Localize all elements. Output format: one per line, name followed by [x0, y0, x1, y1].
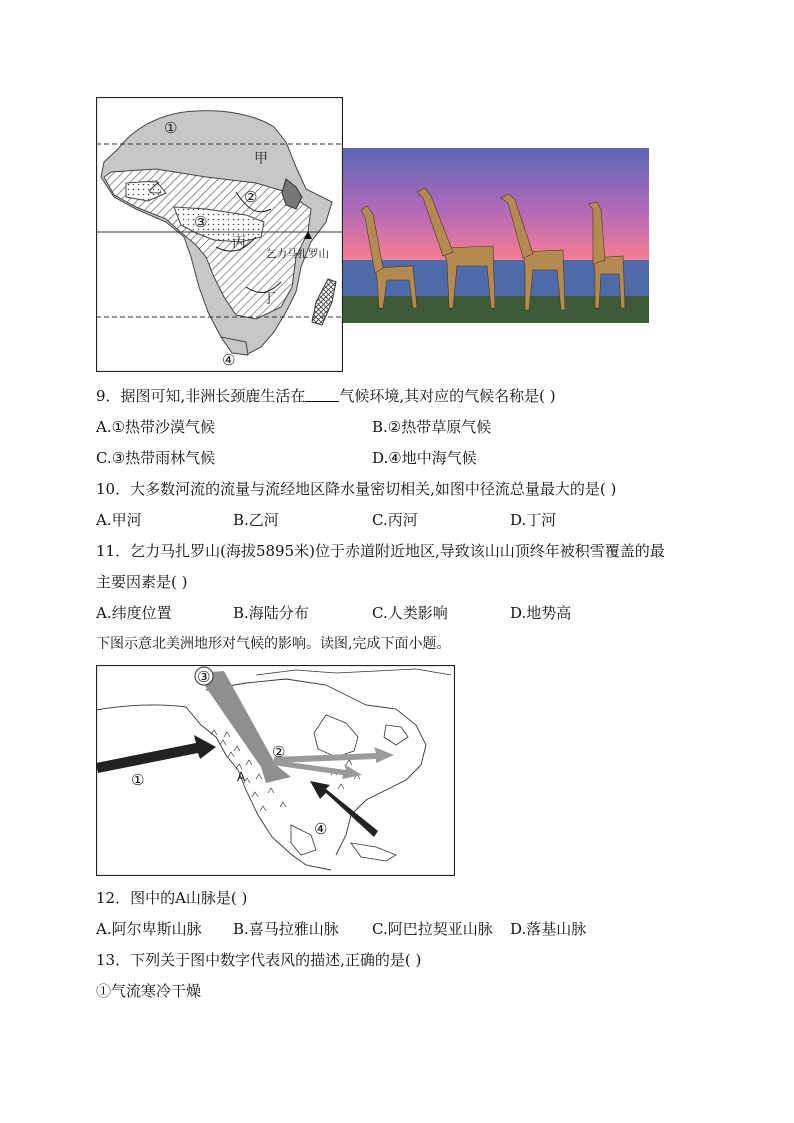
map-label-circle1: ①	[164, 119, 178, 137]
q12-option-a[interactable]: A.阿尔卑斯山脉	[96, 920, 202, 938]
map-label-jia: 甲	[254, 151, 268, 167]
q10-option-d[interactable]: D.丁河	[510, 511, 557, 529]
question-11-stem-line2: 主要因素是( )	[96, 573, 188, 591]
q9-stem-after: 气候环境,其对应的气候名称是( )	[339, 387, 556, 405]
q9-answer-blank	[305, 387, 339, 402]
q11-option-a[interactable]: A.纬度位置	[96, 604, 172, 622]
north-america-wind-map	[96, 665, 455, 876]
q10-option-a[interactable]: A.甲河	[96, 511, 142, 529]
map-label-bing: 丙	[232, 235, 246, 251]
q12-option-b[interactable]: B.喜马拉雅山脉	[233, 920, 339, 938]
giraffe-photo	[343, 148, 649, 323]
fig2-label-circle1: ①	[131, 771, 145, 789]
map-label-ding: 丁	[262, 291, 276, 307]
q11-option-b[interactable]: B.海陆分布	[233, 604, 309, 622]
question-11-stem-line1: 11．乞力马扎罗山(海拔5895米)位于赤道附近地区,导致该山山顶终年被积雪覆盖的最	[96, 542, 665, 560]
africa-climate-map	[96, 97, 343, 372]
q12-option-d[interactable]: D.落基山脉	[510, 920, 587, 938]
q13-item-1: ①气流寒冷干燥	[96, 982, 202, 1000]
q9-option-d[interactable]: D.④地中海气候	[372, 449, 477, 467]
question-12-stem: 12．图中的A山脉是( )	[96, 889, 248, 907]
question-9-stem	[96, 386, 556, 406]
q10-option-b[interactable]: B.乙河	[233, 511, 279, 529]
q9-stem-before: 9．据图可知,非洲长颈鹿生活在	[96, 387, 306, 405]
q9-option-a[interactable]: A.①热带沙漠气候	[96, 418, 216, 436]
figure-2-intro: 下图示意北美洲地形对气候的影响。读图,完成下面小题。	[96, 636, 451, 652]
map-label-circle2: ②	[244, 188, 258, 206]
q11-option-d[interactable]: D.地势高	[510, 604, 572, 622]
q9-option-b[interactable]: B.②热带草原气候	[372, 418, 492, 436]
question-10-stem: 10．大多数河流的流量与流经地区降水量密切相关,如图中径流总量最大的是( )	[96, 480, 617, 498]
fig2-label-circle2: ②	[272, 743, 286, 761]
q12-option-c[interactable]: C.阿巴拉契亚山脉	[372, 920, 493, 938]
map-label-yi: 乙	[148, 181, 162, 197]
fig2-label-A: A	[237, 770, 246, 784]
q10-option-c[interactable]: C.丙河	[372, 511, 418, 529]
map-label-circle3: ③	[194, 213, 208, 231]
q9-option-c[interactable]: C.③热带雨林气候	[96, 449, 216, 467]
map-label-mountain: 乞力马扎罗山	[266, 248, 329, 260]
fig2-label-circle3: ③	[197, 668, 211, 686]
question-13-stem: 13．下列关于图中数字代表风的描述,正确的是( )	[96, 951, 422, 969]
q11-option-c[interactable]: C.人类影响	[372, 604, 448, 622]
map-label-circle4: ④	[222, 351, 236, 369]
fig2-label-circle4: ④	[314, 820, 328, 838]
